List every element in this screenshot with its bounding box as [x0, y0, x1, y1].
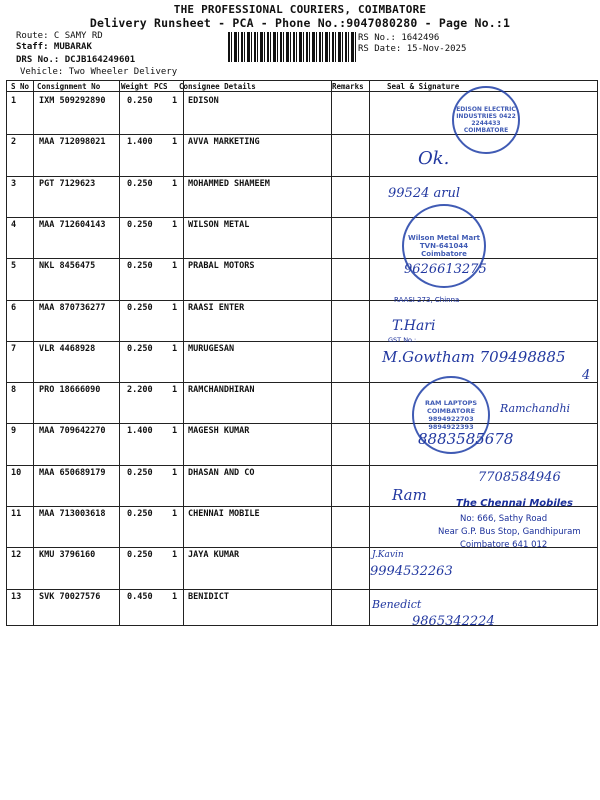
cell-consignee: BENIDICT — [188, 592, 229, 602]
cell-consignment: NKL 8456475 — [39, 261, 96, 271]
chennai-mobiles-address3: Coimbatore 641 012 — [460, 540, 548, 550]
rs-date: RS Date: 15-Nov-2025 — [358, 44, 467, 54]
edison-stamp: EDISON ELECTRIC INDUSTRIES 0422 2244433 COIMBATORE — [452, 86, 520, 154]
cell-consignment: MAA 709642270 — [39, 426, 106, 436]
cell-weight: 0.250 — [127, 509, 153, 519]
cell-consignment: MAA 713003618 — [39, 509, 106, 519]
cell-weight: 1.400 — [127, 426, 153, 436]
cell-pcs: 1 — [172, 137, 178, 147]
row-divider — [7, 589, 597, 590]
cell-consignee: EDISON — [188, 96, 219, 106]
wilson-stamp: Wilson Metal Mart TVN-641044 Coimbatore — [402, 204, 486, 288]
signature-row13-phone: 9865342224 — [412, 614, 495, 629]
cell-pcs: 1 — [172, 261, 178, 271]
header-consignment: Consignment No — [37, 82, 101, 91]
cell-consignee: MAGESH KUMAR — [188, 426, 250, 436]
row-divider — [7, 465, 597, 466]
company-title: THE PROFESSIONAL COURIERS, COIMBATORE — [173, 3, 427, 16]
signature-row11: Ram — [392, 486, 427, 504]
route-label: Route: C SAMY RD — [16, 31, 103, 41]
chennai-mobiles-address1: No: 666, Sathy Road — [460, 514, 548, 524]
cell-pcs: 1 — [172, 468, 178, 478]
cell-pcs: 1 — [172, 509, 178, 519]
cell-sno: 6 — [11, 303, 17, 313]
cell-consignment: VLR 4468928 — [39, 344, 96, 354]
signature-row2: Ok. — [418, 148, 450, 169]
cell-sno: 8 — [11, 385, 17, 395]
header-consignee: Consignee Details — [179, 82, 256, 91]
cell-sno: 3 — [11, 179, 17, 189]
row-divider — [7, 176, 597, 177]
runsheet-subtitle: Delivery Runsheet - PCA - Phone No.:9047080280 - Page No.:1 — [89, 16, 511, 30]
cell-pcs: 1 — [172, 385, 178, 395]
cell-pcs: 1 — [172, 592, 178, 602]
cell-pcs: 1 — [172, 303, 178, 313]
cell-weight: 0.250 — [127, 96, 153, 106]
row-divider — [7, 382, 597, 383]
chennai-mobiles-address2: Near G.P. Bus Stop, Gandhipuram — [438, 527, 581, 537]
row-divider — [7, 341, 597, 342]
cell-pcs: 1 — [172, 96, 178, 106]
cell-consignment: IXM 509292890 — [39, 96, 106, 106]
cell-consignment: KMU 3796160 — [39, 550, 96, 560]
cell-consignee: AVVA MARKETING — [188, 137, 260, 147]
row-divider — [7, 258, 597, 259]
cell-consignment: MAA 712098021 — [39, 137, 106, 147]
col-divider — [331, 81, 332, 625]
cell-weight: 0.250 — [127, 468, 153, 478]
cell-consignment: PRO 18666090 — [39, 385, 101, 395]
signature-row13-name: Benedict — [372, 598, 422, 611]
row-divider — [7, 217, 597, 218]
cell-consignee: JAYA KUMAR — [188, 550, 240, 560]
cell-consignee: CHENNAI MOBILE — [188, 509, 260, 519]
row-divider — [7, 300, 597, 301]
header-weight: Weight — [121, 82, 149, 91]
raasi-address: RAASI 273, Chinna — [394, 296, 460, 304]
cell-consignment: MAA 712604143 — [39, 220, 106, 230]
cell-consignee: WILSON METAL — [188, 220, 250, 230]
cell-weight: 1.400 — [127, 137, 153, 147]
cell-sno: 7 — [11, 344, 17, 354]
cell-consignment: SVK 70027576 — [39, 592, 101, 602]
staff-label: Staff: MUBARAK — [16, 42, 92, 52]
signature-row12-phone: 9994532263 — [370, 564, 453, 579]
cell-weight: 0.250 — [127, 344, 153, 354]
col-divider — [369, 81, 370, 625]
ram-laptops-stamp: RAM LAPTOPS COIMBATORE 9894922703 9894922393 — [412, 376, 490, 454]
cell-weight: 0.250 — [127, 179, 153, 189]
cell-pcs: 1 — [172, 550, 178, 560]
cell-weight: 0.250 — [127, 550, 153, 560]
header-seal-signature: Seal & Signature — [387, 82, 460, 91]
cell-sno: 11 — [11, 509, 22, 519]
col-divider — [183, 81, 184, 625]
rs-number: RS No.: 1642496 — [358, 33, 440, 43]
cell-sno: 1 — [11, 96, 17, 106]
cell-consignee: RAMCHANDHIRAN — [188, 385, 255, 395]
cell-sno: 10 — [11, 468, 22, 478]
chennai-mobiles-stamp: The Chennai Mobiles — [456, 498, 573, 509]
signature-row8: Ramchandhi — [500, 402, 571, 415]
signature-row5: 9626613275 — [404, 262, 487, 277]
signature-row6: T.Hari — [392, 318, 436, 334]
header-divider — [7, 91, 597, 92]
header-remarks: Remarks — [332, 82, 364, 91]
cell-consignment: PGT 7129623 — [39, 179, 96, 189]
cell-weight: 0.250 — [127, 303, 153, 313]
cell-consignee: DHASAN AND CO — [188, 468, 255, 478]
drs-label: DRS No.: DCJB164249601 — [16, 55, 136, 65]
header-pcs: PCS — [154, 82, 168, 91]
cell-consignee: PRABAL MOTORS — [188, 261, 255, 271]
signature-row3: 99524 arul — [388, 186, 460, 201]
cell-sno: 12 — [11, 550, 22, 560]
cell-consignment: MAA 870736277 — [39, 303, 106, 313]
col-divider — [33, 81, 34, 625]
cell-pcs: 1 — [172, 426, 178, 436]
col-divider — [119, 81, 120, 625]
cell-sno: 4 — [11, 220, 17, 230]
signature-row10: 7708584946 — [478, 470, 561, 485]
cell-pcs: 1 — [172, 344, 178, 354]
cell-consignee: MOHAMMED SHAMEEM — [188, 179, 270, 189]
cell-consignee: RAASI ENTER — [188, 303, 245, 313]
cell-sno: 9 — [11, 426, 17, 436]
cell-sno: 13 — [11, 592, 22, 602]
signature-row12-name: J.Kavin — [372, 550, 404, 560]
cell-sno: 2 — [11, 137, 17, 147]
signature-row7: M.Gowtham 709498885 — [382, 348, 566, 366]
signature-row7-suffix: 4 — [582, 368, 591, 383]
row-divider — [7, 423, 597, 424]
cell-weight: 0.250 — [127, 220, 153, 230]
cell-pcs: 1 — [172, 179, 178, 189]
cell-pcs: 1 — [172, 220, 178, 230]
header-sno: S No — [11, 82, 30, 91]
barcode-image — [228, 32, 356, 62]
cell-sno: 5 — [11, 261, 17, 271]
gst-label: GST No.: — [388, 336, 417, 344]
cell-weight: 0.250 — [127, 261, 153, 271]
cell-weight: 0.450 — [127, 592, 153, 602]
cell-weight: 2.200 — [127, 385, 153, 395]
cell-consignment: MAA 650689179 — [39, 468, 106, 478]
cell-consignee: MURUGESAN — [188, 344, 235, 354]
signature-row9: 8883585678 — [418, 430, 514, 448]
vehicle-label: Vehicle: Two Wheeler Delivery — [20, 67, 178, 77]
